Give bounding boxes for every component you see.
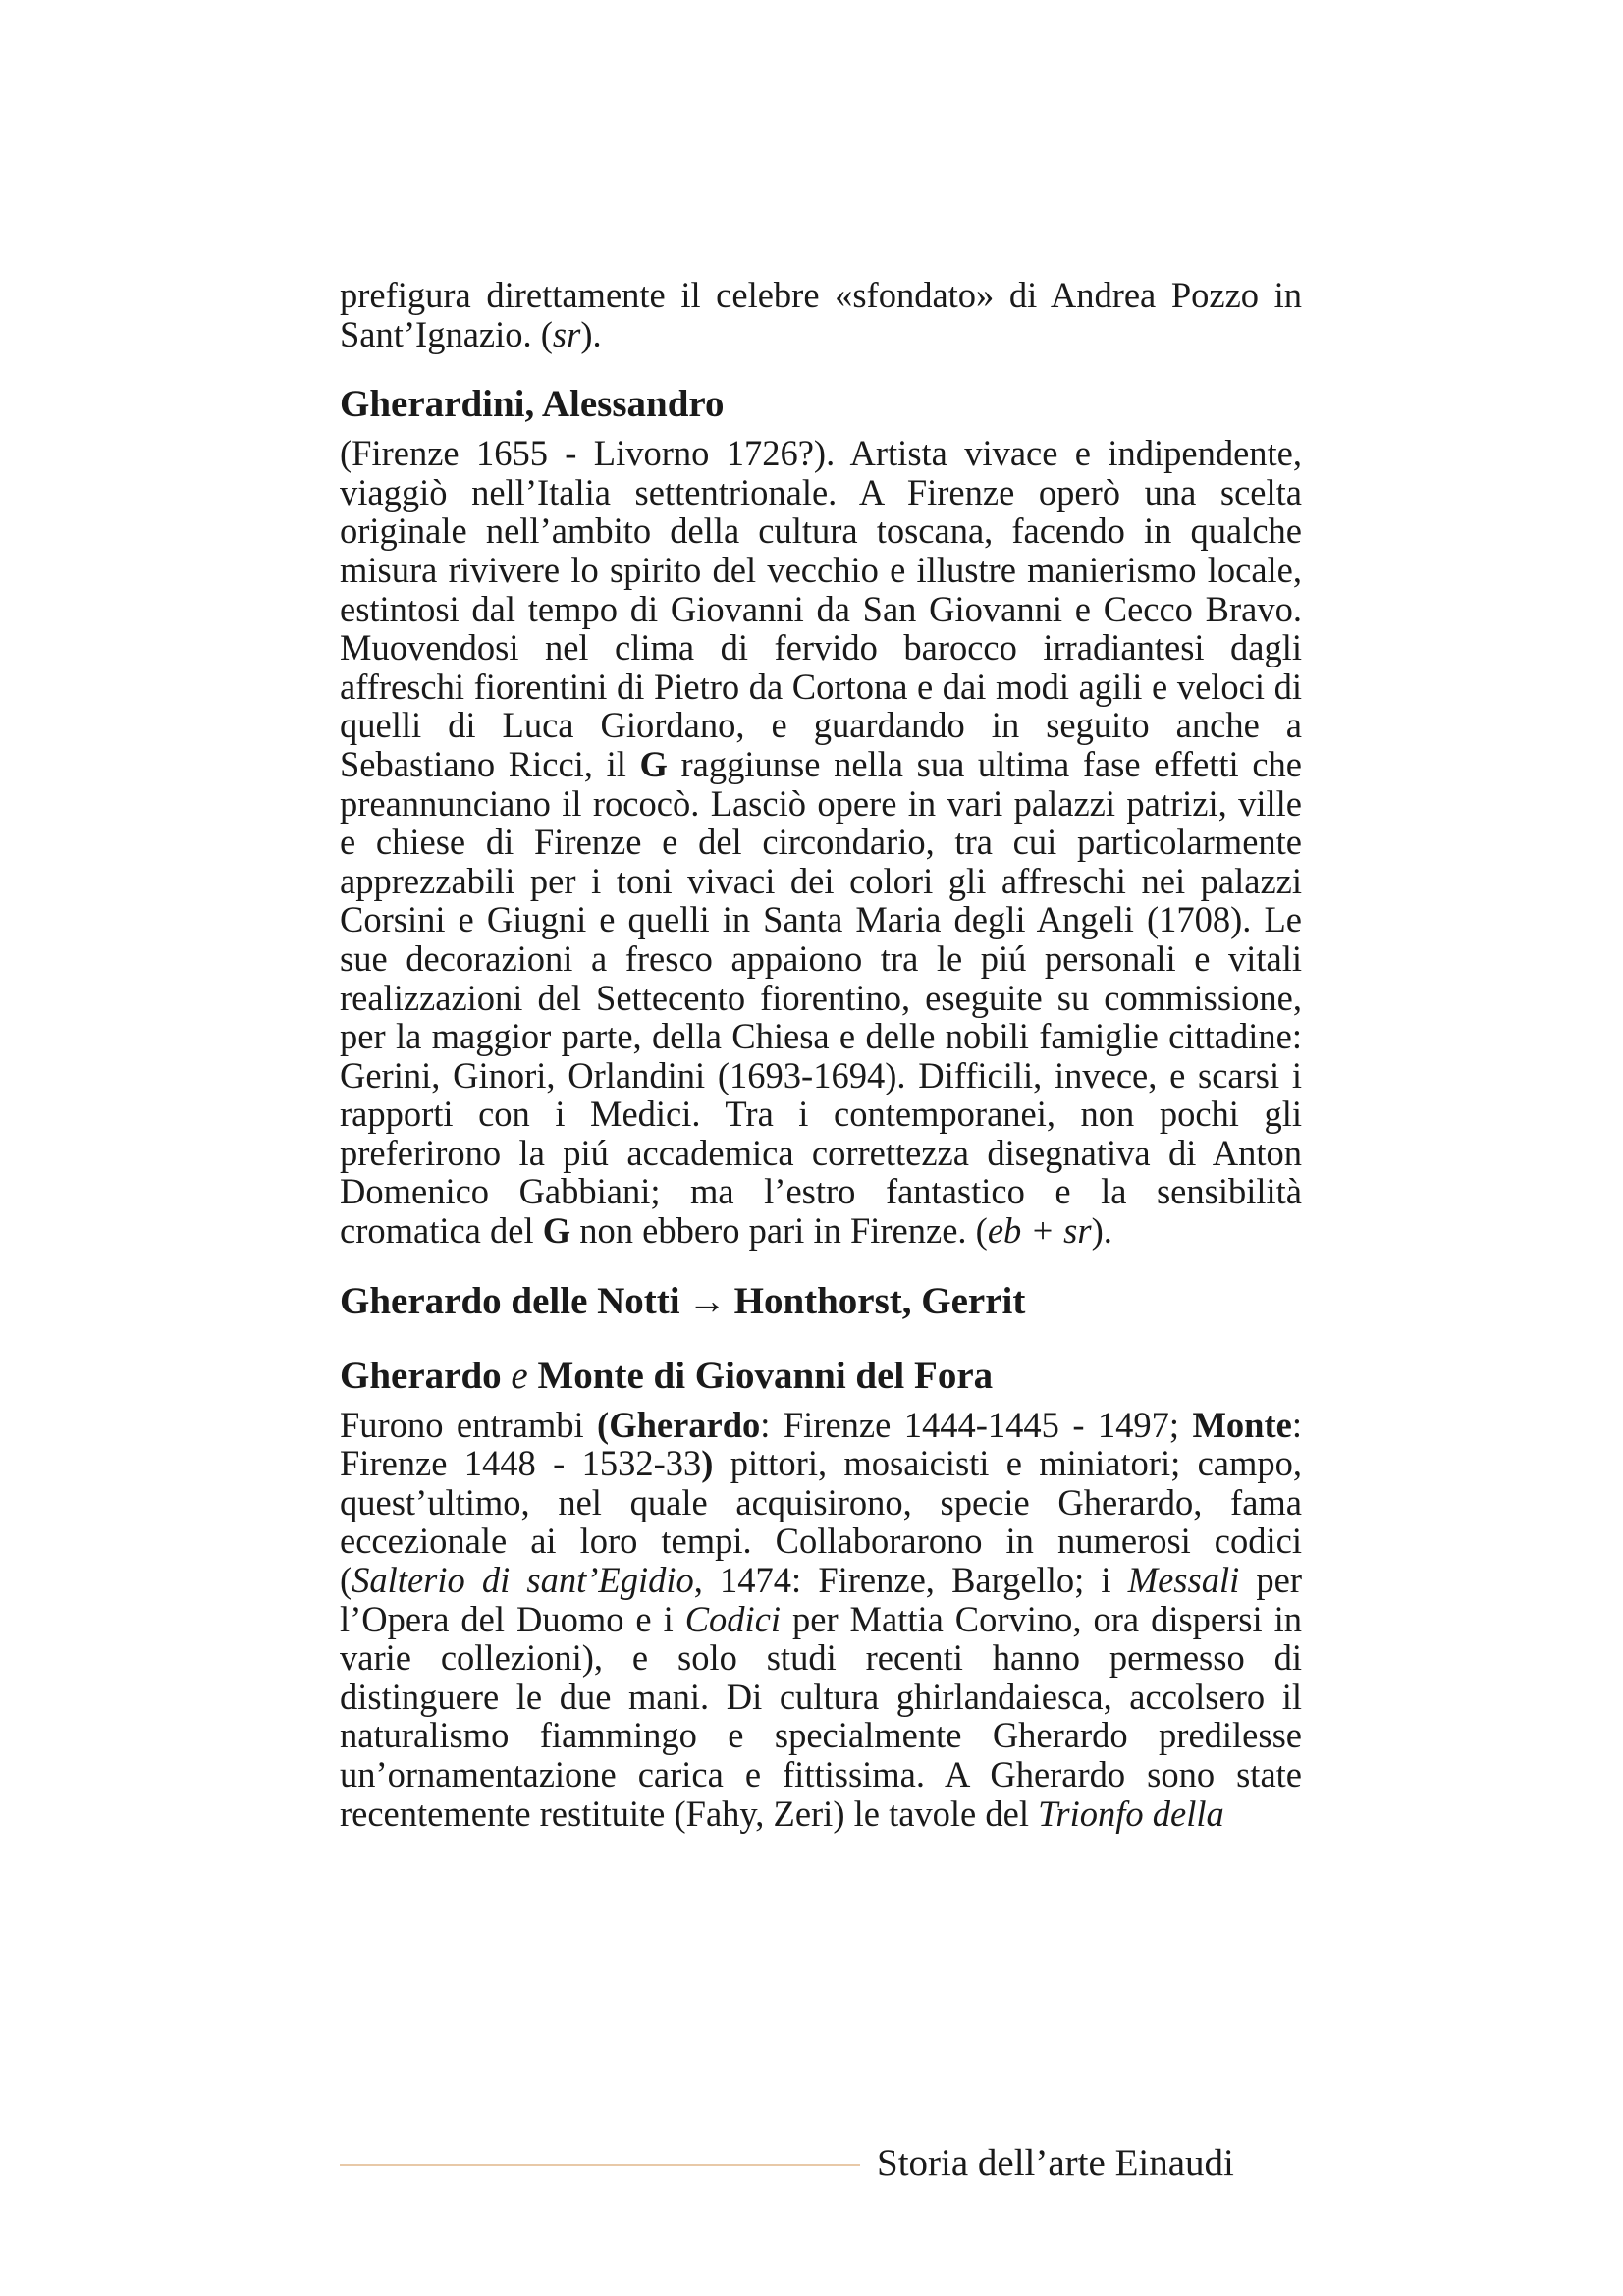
text-run: Trionfo della xyxy=(1038,1792,1224,1834)
text-run: (Gherardo xyxy=(597,1404,761,1445)
text-run: eb + sr xyxy=(987,1210,1092,1252)
footer-rule xyxy=(340,2164,860,2166)
text-run: Furono entrambi xyxy=(340,1404,598,1445)
dictionary-entry xyxy=(340,1278,1302,1325)
text-run: Gherardini, Alessandro xyxy=(340,383,725,426)
text-run: Monte di Giovanni del Fora xyxy=(527,1354,994,1397)
text-run: Messali xyxy=(1127,1560,1240,1601)
text-run: sr xyxy=(552,313,581,354)
dictionary-entry xyxy=(340,276,1302,353)
footer-publisher-label: Storia dell’arte Einaudi xyxy=(877,2142,1234,2184)
dictionary-entry xyxy=(340,381,1302,1250)
entry-heading xyxy=(340,1353,1302,1400)
text-run: non ebbero pari in Firenze. ( xyxy=(570,1210,988,1252)
entry-paragraph xyxy=(340,1406,1302,1834)
text-run: Honthorst, Gerrit xyxy=(733,1279,1026,1322)
entry-paragraph xyxy=(340,434,1302,1250)
entry-heading xyxy=(340,1278,1302,1325)
text-run: : Firenze 1448 - 1532-33 xyxy=(340,1404,1302,1484)
text-run: : Firenze 1444-1445 - 1497; xyxy=(760,1404,1193,1445)
text-run: G xyxy=(639,743,668,784)
text-run: G xyxy=(542,1210,571,1252)
entry-heading xyxy=(340,381,1302,428)
text-run: Codici xyxy=(684,1598,782,1639)
text-run: Gherardo xyxy=(340,1354,512,1397)
text-run: , 1474: Firenze, Bargello; i xyxy=(693,1560,1128,1601)
text-run: Gherardo delle Notti xyxy=(340,1279,680,1322)
text-run: Salterio di sant’Egidio xyxy=(352,1560,694,1601)
text-run: ). xyxy=(1091,1210,1112,1252)
page-body xyxy=(340,276,1302,1833)
cross-reference-arrow: → xyxy=(687,1279,727,1322)
text-run: Monte xyxy=(1192,1404,1292,1445)
dictionary-entry xyxy=(340,1353,1302,1834)
entry-paragraph xyxy=(340,276,1302,353)
text-run: ). xyxy=(580,313,602,354)
text-run: (Firenze 1655 - Livorno 1726?). Artista vivace e indipendente, viaggiò nell’Italia settentrionale. A Firenze operò una scelta originale nell’ambito della cultura toscana, facendo in qualche misura rivivere lo spirito del vecchio e illustre manierismo locale, estintosi dal tempo di Giovanni da San Giovanni e Cecco Bravo. Muovendosi nel clima di fervido barocco irradiantesi dagli affreschi fiorentini di Pietro da Cortona e dai modi agili e veloci di quelli di Luca Giordano, e guardando in seguito anche a Sebastiano Ricci, il xyxy=(340,433,1302,784)
text-run: raggiunse nella sua ultima fase effetti che preannunciano il rococò. Lasciò opere in vari palazzi patrizi, ville e chiese di Firenze e del circondario, tra cui particolarmente apprezzabili per i toni vivaci dei colori gli affreschi nei palazzi Corsini e Giugni e quelli in Santa Maria degli Angeli (1708). Le sue decorazioni a fresco appaiono tra le piú personali e vitali realizzazioni del Settecento fiorentino, eseguite su commissione, per la maggior parte, della Chiesa e delle nobili famiglie cittadine: Gerini, Ginori, Orlandini (1693-1694). Difficili, invece, e scarsi i rapporti con i Medici. Tra i contemporanei, non pochi gli preferirono la piú accademica correttezza disegnativa di Anton Domenico Gabbiani; ma l’estro fantastico e la sensibilità cromatica del xyxy=(340,743,1302,1252)
text-run: ) xyxy=(701,1443,714,1484)
text-run: prefigura direttamente il celebre «sfondato» di Andrea Pozzo in Sant’Ignazio. ( xyxy=(340,275,1302,354)
text-run: e xyxy=(511,1354,528,1397)
text-run: per l’Opera del Duomo e i xyxy=(340,1560,1302,1639)
text-run: per Mattia Corvino, ora dispersi in varie collezioni), e solo studi recenti hanno permesso di distinguere le due mani. Di cultura ghirlandaiesca, accolsero il naturalismo fiammingo e specialmente Gherardo predilesse un’ornamentazione carica e fittissima. A Gherardo sono state recentemente restituite (Fahy, Zeri) le tavole del xyxy=(340,1598,1302,1834)
text-run: pittori, mosaicisti e miniatori; campo, quest’ultimo, nel quale acquisirono, specie Gherardo, fama eccezionale ai loro tempi. Collaborarono in numerosi codici ( xyxy=(340,1443,1302,1601)
